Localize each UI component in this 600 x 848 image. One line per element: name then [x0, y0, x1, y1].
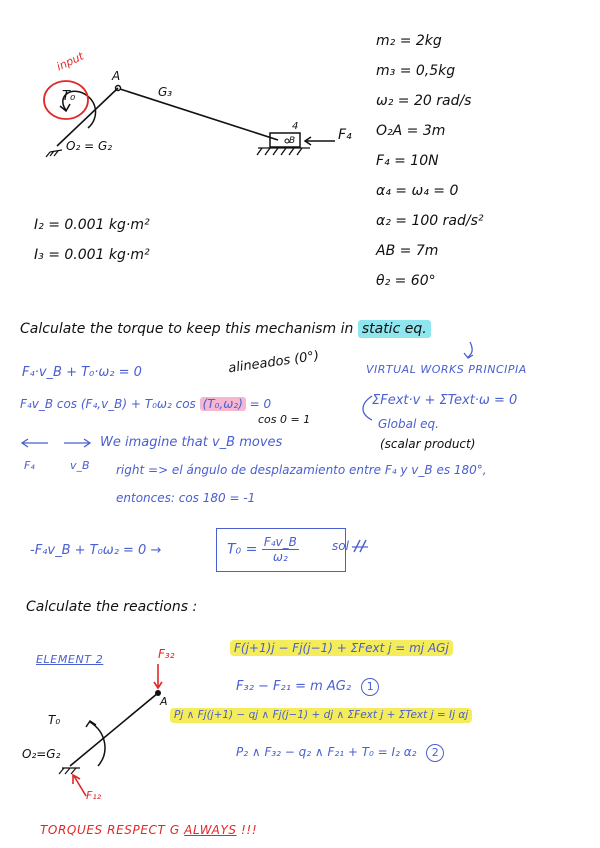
origin-label: O₂ = G₂: [66, 139, 113, 153]
alineados-note: alineados (0°): [227, 348, 321, 377]
inertia-i2: I₂ = 0.001 kg·m²: [34, 217, 150, 233]
f4-small-label: F₄: [24, 459, 35, 472]
f32-label: F₃₂: [158, 647, 175, 661]
newton-eq-text: F₃₂ − F₂₁ = m AG₂: [236, 679, 352, 694]
inertia-i3: I₃ = 0.001 kg·m²: [34, 247, 150, 263]
node-b-label: B: [289, 136, 296, 146]
eq-cosine-text: F₄v_B cos (F₄,v_B) + T₀ω₂ cos: [20, 397, 196, 411]
f32-arrow: [154, 664, 162, 688]
exclamation: !!!: [241, 823, 258, 837]
t0-w2-highlight: (T₀,ω₂): [200, 397, 246, 411]
node4-label: 4: [292, 121, 299, 132]
given-item: α₄ = ω₄ = 0: [376, 183, 459, 199]
eq-power-balance: F₄·v_B + T₀·ω₂ = 0: [22, 365, 142, 380]
joint-a-label-element2: A: [160, 695, 168, 708]
given-item: θ₂ = 60°: [376, 273, 436, 289]
section2-heading: Calculate the reactions :: [26, 599, 198, 615]
element-2-label: ELEMENT 2: [36, 653, 104, 666]
f12-label: F₁₂: [86, 789, 102, 802]
f12-arrow: [73, 775, 86, 796]
euler-equation-element2: [236, 744, 444, 762]
static-eq-highlight: static eq.: [358, 320, 431, 338]
global-eq-label: Global eq.: [378, 417, 439, 431]
newton-equation-element2: [236, 678, 379, 696]
euler-equation: Pj ∧ Fj(j+1) − qj ∧ Fj(j−1) + dj ∧ ΣFext j + ΣText j = Ij αj: [170, 708, 472, 723]
equation-number-2: 2: [426, 744, 444, 762]
equation-number-1: 1: [361, 678, 379, 696]
t0-result-label: T₀ =: [227, 541, 258, 558]
force-f4-label: F₄: [338, 127, 352, 143]
imagine-note: We imagine that v_B moves: [100, 435, 283, 450]
torque-label: T₀: [62, 89, 76, 104]
given-item: AB = 7m: [376, 243, 439, 259]
section1-heading-text: Calculate the torque to keep this mechanism in: [20, 321, 354, 337]
g3-label: G₃: [158, 85, 173, 99]
given-item: ω₂ = 20 rad/s: [376, 93, 472, 109]
scalar-product-note: (scalar product): [380, 437, 476, 451]
origin-label-element2: O₂=G₂: [22, 747, 61, 761]
t0-label-element2: T₀: [48, 713, 61, 727]
t0-arc-element2: [86, 721, 105, 766]
fraction-denominator: ω₂: [272, 550, 288, 564]
vb-small-label: v_B: [70, 459, 90, 472]
solution-mark: sol: [332, 539, 349, 553]
link-o2a-element2: [70, 693, 158, 766]
given-item: F₄ = 10N: [376, 153, 439, 169]
input-label: input: [54, 49, 86, 74]
given-item: O₂A = 3m: [376, 123, 446, 139]
final-equation: -F₄v_B + T₀ω₂ = 0 →: [30, 543, 162, 558]
fraction-numerator: F₄v_B: [263, 535, 297, 549]
given-item: m₂ = 2kg: [376, 33, 442, 49]
euler-eq-text: P₂ ∧ F₃₂ − q₂ ∧ F₂₁ + T₀ = I₂ α₂: [236, 745, 417, 759]
ground-hatch-element2: [59, 768, 80, 774]
virtual-works-eq: ΣFext·v + ΣText·ω = 0: [372, 393, 518, 408]
always-emphasis: ALWAYS: [184, 823, 237, 837]
cos0-note: cos 0 = 1: [258, 413, 311, 426]
given-item: α₂ = 100 rad/s²: [376, 213, 484, 229]
newton-equation: F(j+1)j − Fj(j−1) + ΣFext j = mj AGj: [230, 640, 453, 656]
given-item: m₃ = 0,5kg: [376, 63, 456, 79]
eq-cosine-end: = 0: [249, 397, 272, 411]
torques-note: [40, 824, 257, 836]
entonces-note: entonces: cos 180 = -1: [116, 491, 256, 505]
torques-note-text: TORQUES RESPECT G: [40, 823, 180, 837]
virtual-works-title: VIRTUAL WORKS PRINCIPIA: [366, 363, 527, 376]
displacement-note: right => el ángulo de desplazamiento entre F₄ y v_B es 180°,: [116, 463, 487, 477]
joint-a-label: A: [112, 69, 121, 83]
